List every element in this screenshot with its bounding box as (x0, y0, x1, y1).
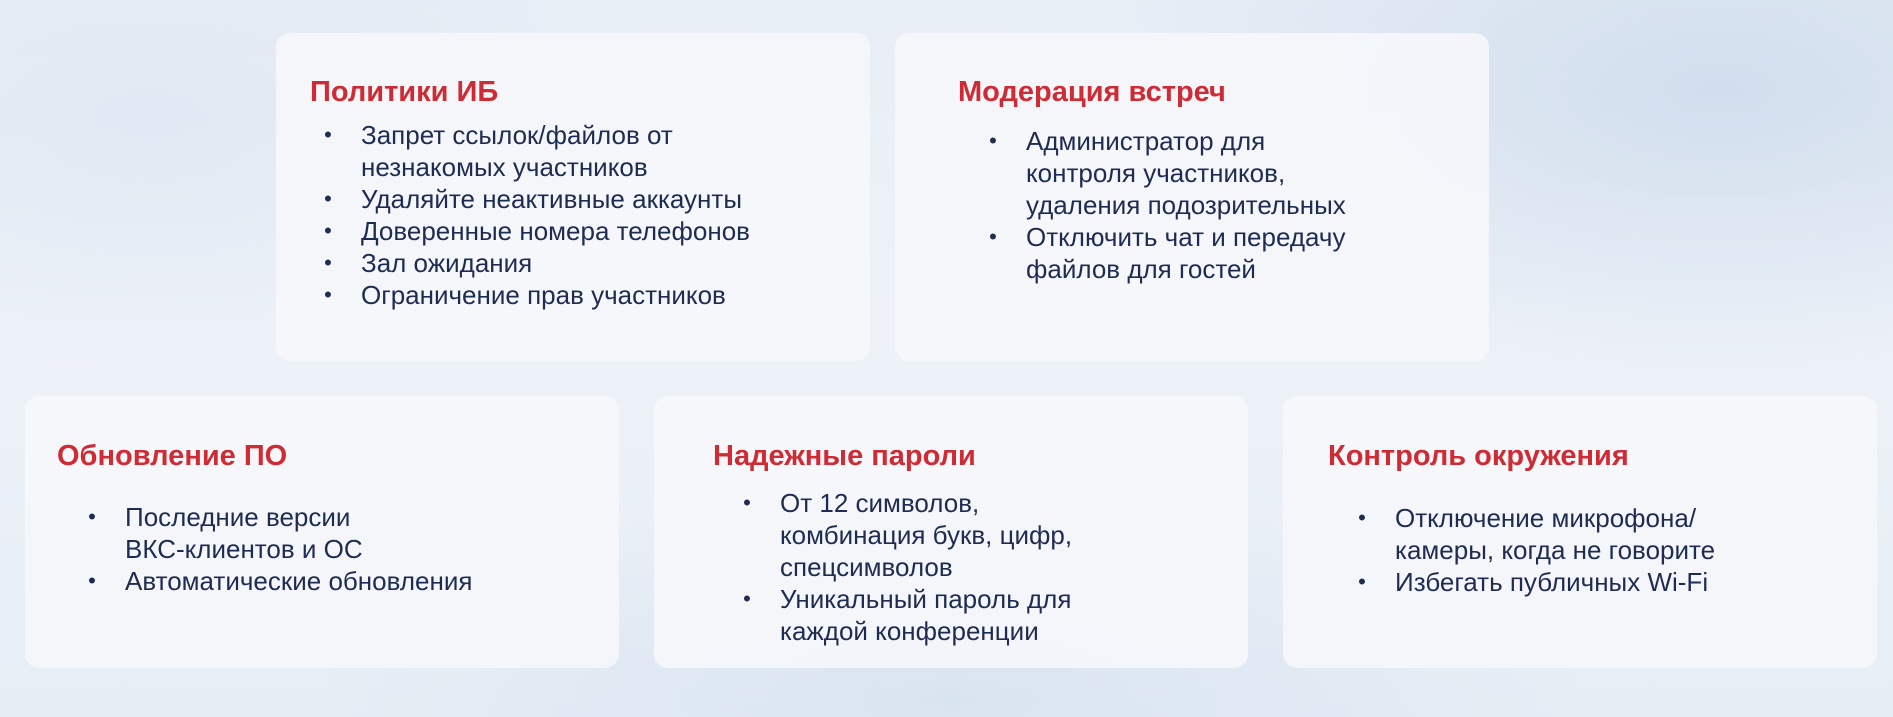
list-item-text: Запрет ссылок/файлов от незнакомых участников (361, 120, 673, 182)
bullet-icon: • (324, 250, 332, 275)
bullet-icon: • (743, 490, 751, 515)
list-item (737, 487, 1157, 583)
list-item-text: Автоматические обновления (125, 566, 473, 596)
list-item (983, 221, 1403, 285)
card-title: Модерация встреч (958, 76, 1226, 108)
bullet-icon: • (1358, 569, 1366, 594)
list-item (737, 583, 1157, 647)
list-item-text: Ограничение прав участников (361, 280, 726, 310)
bullet-icon: • (324, 282, 332, 307)
bullet-icon: • (989, 224, 997, 249)
card-title: Надежные пароли (713, 440, 976, 472)
list-item-text: От 12 символов, комбинация букв, цифр, спецсимволов (780, 488, 1073, 582)
bullet-icon: • (743, 586, 751, 611)
card-software-updates (25, 396, 619, 668)
list-item-text: Доверенные номера телефонов (361, 216, 750, 246)
list-item-text: Последние версии ВКС-клиентов и ОС (125, 502, 363, 564)
list-item (318, 183, 838, 215)
list-item-text: Уникальный пароль для каждой конференции (780, 584, 1072, 646)
bullet-list (983, 125, 1403, 285)
bullet-list (1352, 502, 1792, 598)
bullet-list (82, 501, 522, 597)
list-item (318, 119, 838, 183)
bullet-icon: • (88, 504, 96, 529)
card-strong-passwords (654, 396, 1248, 668)
bullet-icon: • (88, 568, 96, 593)
list-item (82, 501, 522, 565)
card-title: Обновление ПО (57, 440, 288, 472)
list-item (318, 215, 838, 247)
bullet-icon: • (989, 128, 997, 153)
list-item (1352, 566, 1792, 598)
bullet-icon: • (324, 186, 332, 211)
list-item-text: Зал ожидания (361, 248, 533, 278)
list-item (82, 565, 522, 597)
list-item-text: Избегать публичных Wi-Fi (1395, 567, 1709, 597)
list-item (983, 125, 1403, 221)
list-item (318, 279, 838, 311)
list-item (1352, 502, 1792, 566)
bullet-icon: • (324, 218, 332, 243)
bullet-list (318, 119, 838, 311)
bullet-icon: • (1358, 505, 1366, 530)
list-item-text: Отключить чат и передачу файлов для гостей (1026, 222, 1346, 284)
card-meeting-moderation (895, 33, 1489, 361)
card-security-policies (276, 33, 870, 361)
card-title: Политики ИБ (310, 76, 499, 108)
card-title: Контроль окружения (1328, 440, 1629, 472)
bullet-icon: • (324, 122, 332, 147)
bullet-list (737, 487, 1157, 647)
card-environment-control (1283, 396, 1877, 668)
list-item-text: Администратор для контроля участников, удаления подозрительных (1026, 126, 1346, 220)
list-item-text: Удаляйте неактивные аккаунты (361, 184, 743, 214)
list-item (318, 247, 838, 279)
list-item-text: Отключение микрофона/камеры, когда не говорите (1395, 503, 1716, 565)
